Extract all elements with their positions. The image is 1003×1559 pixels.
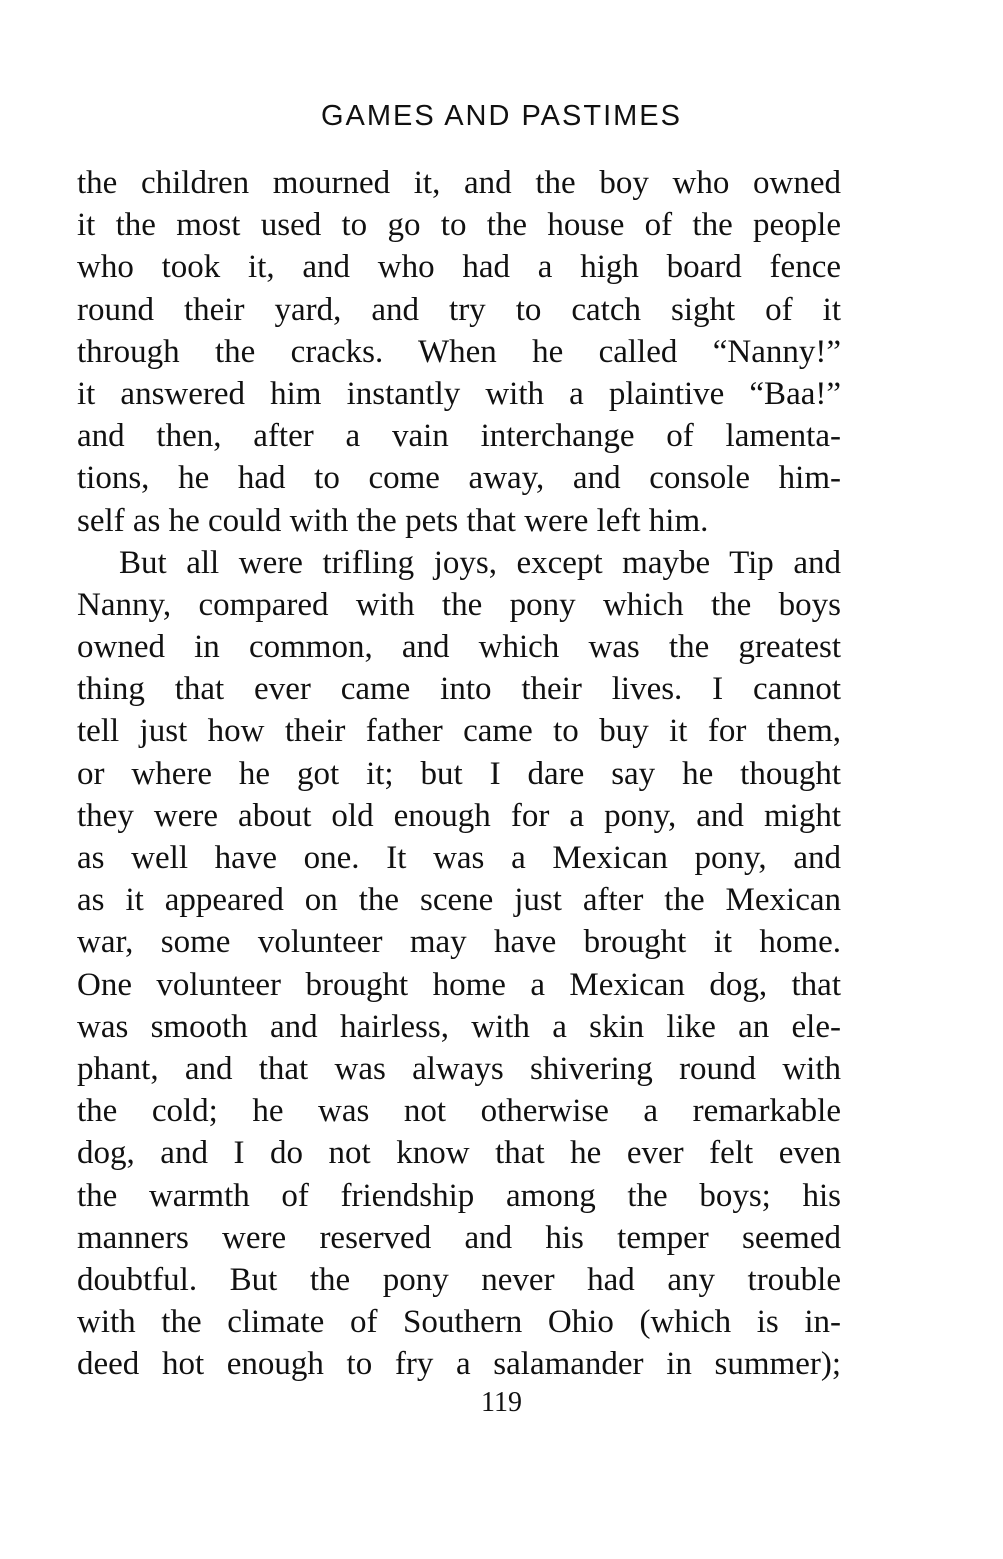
text-line: dog, and I do not know that he ever felt even xyxy=(77,1135,841,1172)
text-line: the cold; he was not otherwise a remarkable xyxy=(77,1093,841,1130)
text-line: war, some volunteer may have brought it home. xyxy=(77,924,841,961)
page-number: 119 xyxy=(481,1387,522,1418)
paragraph-2 xyxy=(77,542,841,1386)
text-line: tell just how their father came to buy it for them, xyxy=(77,713,841,750)
text-line: But all were trifling joys, except maybe Tip and xyxy=(119,544,841,581)
text-line: round their yard, and try to catch sight of it xyxy=(77,291,841,328)
text-line: phant, and that was always shivering round with xyxy=(77,1050,841,1087)
paragraph-1 xyxy=(77,162,841,542)
text-line: who took it, and who had a high board fence xyxy=(77,249,841,286)
text-line: One volunteer brought home a Mexican dog, that xyxy=(77,966,841,1003)
text-line: with the climate of Southern Ohio (which is in- xyxy=(77,1304,841,1341)
running-head: GAMES AND PASTIMES xyxy=(321,100,682,132)
text-line: was smooth and hairless, with a skin like an ele- xyxy=(77,1008,841,1045)
text-line: doubtful. But the pony never had any trouble xyxy=(77,1261,841,1298)
text-line: self as he could with the pets that were left him. xyxy=(77,502,709,539)
text-line: the children mourned it, and the boy who owned xyxy=(77,165,841,201)
text-line: manners were reserved and his temper seemed xyxy=(77,1219,841,1256)
text-line: or where he got it; but I dare say he thought xyxy=(77,755,841,792)
text-line: they were about old enough for a pony, and might xyxy=(77,797,841,834)
text-line: it the most used to go to the house of the people xyxy=(77,207,841,244)
text-line: Nanny, compared with the pony which the boys xyxy=(77,586,841,623)
text-line: as it appeared on the scene just after the Mexican xyxy=(77,882,841,919)
text-line: as well have one. It was a Mexican pony, and xyxy=(77,840,841,876)
text-line: thing that ever came into their lives. I cannot xyxy=(77,671,841,708)
text-line: the warmth of friendship among the boys; his xyxy=(77,1177,841,1214)
body-text xyxy=(77,162,841,1385)
text-line: and then, after a vain interchange of lamenta- xyxy=(77,418,841,455)
text-line: through the cracks. When he called “Nanny!” xyxy=(77,333,841,370)
text-line: deed hot enough to fry a salamander in summer); xyxy=(77,1346,841,1383)
text-line: owned in common, and which was the greatest xyxy=(77,629,841,666)
text-line: it answered him instantly with a plaintive “Baa!” xyxy=(77,375,841,412)
text-line: tions, he had to come away, and console him- xyxy=(77,460,841,497)
